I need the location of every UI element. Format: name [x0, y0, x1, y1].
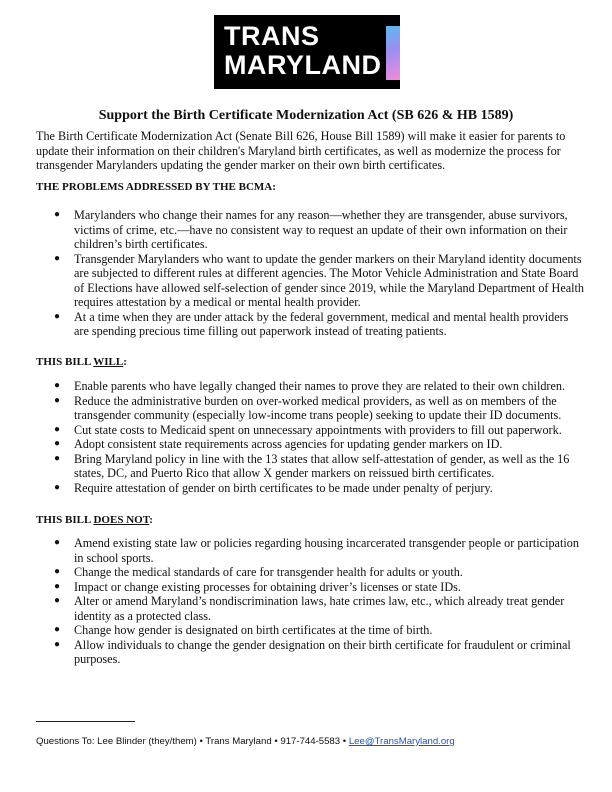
- bullet-icon: ●: [54, 209, 61, 220]
- list-item: ● Enable parents who have legally changed their names to prove they are related to their own children.: [54, 379, 566, 393]
- footnote-divider: [36, 721, 135, 722]
- logo-gradient-flag: [386, 26, 400, 80]
- list-item: ● Bring Maryland policy in line with the 13 states that allow self-attestation of gender, as well as the 16 states, DC, and Puerto Rico that allow X gender markers on reissued birth certificates.: [54, 451, 570, 480]
- bullet-icon: ●: [54, 452, 61, 464]
- will-heading: THIS BILL WILL:: [36, 356, 127, 368]
- document-title: Support the Birth Certificate Modernization Act (SB 626 & HB 1589): [98, 108, 514, 123]
- list-item: ● Impact or change existing processes for obtaining driver’s licenses or state IDs.: [54, 579, 461, 594]
- list-item: ● Adopt consistent state requirements across agencies for updating gender markers on ID.: [54, 437, 503, 451]
- list-item: ● Amend existing state law or policies regarding housing incarcerated transgender people or participation in school sports.: [54, 536, 579, 565]
- list-item: ● Marylanders who change their names for any reason—whether they are transgender, abuse survivors, victims of crime, etc.—have no consistent way to request an update of their own information on their children’s birth certificates.: [54, 208, 568, 251]
- list-item: ● Transgender Marylanders who want to update the gender markers on their Maryland identity documents are subjected to different rules at different agencies. The Motor Vehicle Administration and State Board of Elections have allowed self-selection of gender since 2019, while the Maryland Department of Health requires attestation by a medical or mental health provider.: [54, 251, 585, 309]
- list-item: ● Reduce the administrative burden on over-worked medical providers, as well as on members of the transgender community (especially low-income trans people) seeking to update their ID documents.: [54, 393, 562, 422]
- list-item: ● Alter or amend Maryland’s nondiscrimination laws, hate crimes law, etc., which already treat gender identity as a protected class.: [54, 594, 565, 623]
- bullet-icon: ●: [54, 624, 61, 635]
- bullet-icon: ●: [54, 481, 61, 493]
- trans-maryland-logo: [214, 15, 400, 89]
- bullet-icon: ●: [54, 638, 61, 650]
- intro-paragraph: The Birth Certificate Modernization Act (Senate Bill 626, House Bill 1589) will make it easier for parents to update their information on their children's Maryland birth certificates, as well as modernize the process for transgender Marylanders updating the gender marker on their own birth certificates.: [36, 129, 566, 172]
- bullet-icon: ●: [54, 580, 61, 592]
- will-list: [36, 379, 584, 495]
- bullet-icon: ●: [54, 438, 61, 449]
- does-not-heading: THIS BILL DOES NOT:: [36, 514, 153, 526]
- contact-email-link[interactable]: Lee@TransMaryland.org: [348, 736, 455, 747]
- logo-text-line2: MARYLAND: [224, 50, 382, 80]
- list-item: ● Change how gender is designated on birth certificates at the time of birth.: [54, 623, 433, 637]
- bullet-icon: ●: [54, 423, 61, 435]
- problems-heading: THE PROBLEMS ADDRESSED BY THE BCMA:: [36, 181, 276, 193]
- list-item: ● Allow individuals to change the gender designation on their birth certificate for fraudulent or criminal purposes.: [54, 637, 571, 666]
- list-item: ● Cut state costs to Medicaid spent on unnecessary appointments with providers to fill out paperwork.: [54, 422, 562, 437]
- bullet-icon: ●: [54, 566, 61, 577]
- problems-list: [36, 208, 584, 339]
- contact-footer: [36, 736, 455, 748]
- list-item: ● At a time when they are under attack by the federal government, medical and mental health providers are spending precious time filling out paperwork instead of treating patients.: [54, 309, 569, 338]
- bullet-icon: ●: [54, 252, 61, 264]
- list-item: ● Change the medical standards of care for transgender health for adults or youth.: [54, 565, 463, 579]
- contact-text: Questions To: Lee Blinder (they/them) • Trans Maryland • 917-744-5583 •: [36, 736, 349, 747]
- bullet-icon: ●: [54, 595, 61, 606]
- logo-text-line1: TRANS: [224, 21, 320, 51]
- bullet-icon: ●: [54, 394, 61, 406]
- list-item: ● Require attestation of gender on birth certificates to be made under penalty of perjury.: [54, 480, 493, 495]
- bullet-icon: ●: [54, 380, 61, 391]
- bullet-icon: ●: [54, 310, 61, 322]
- bullet-icon: ●: [54, 537, 61, 548]
- does-not-list: [36, 536, 584, 667]
